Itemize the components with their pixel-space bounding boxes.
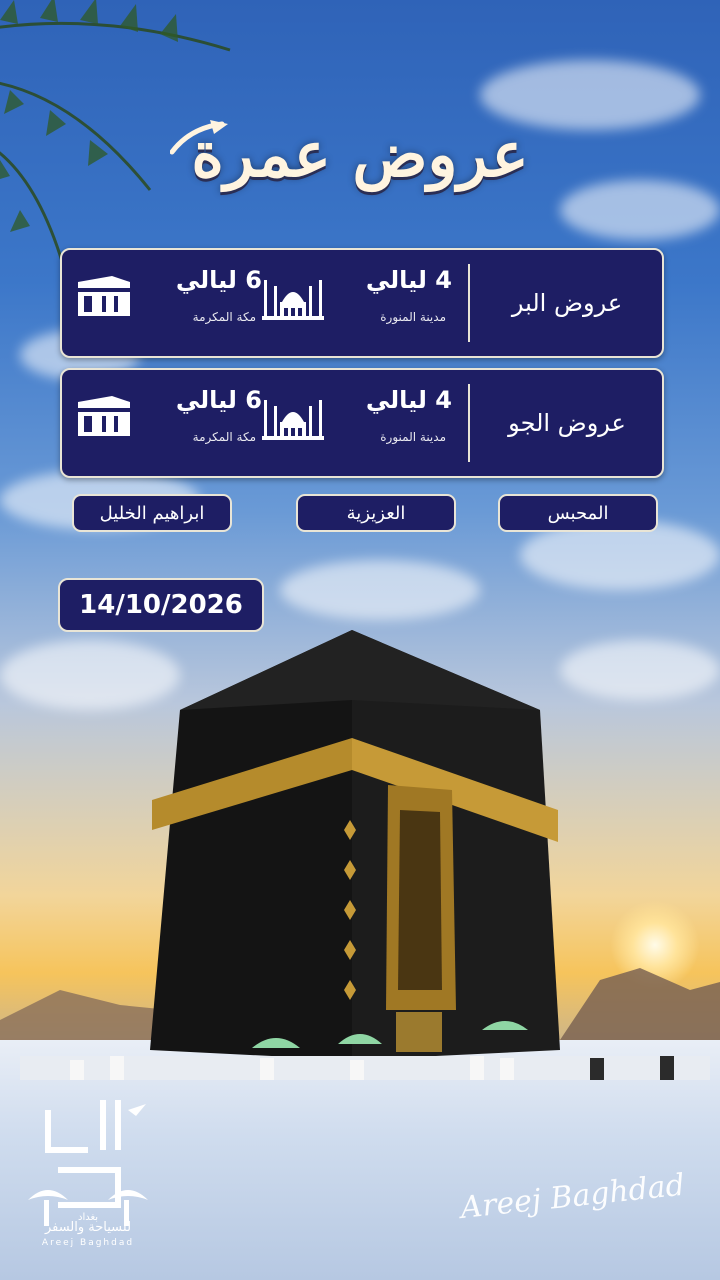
nights-count: 6 ليالي — [175, 386, 262, 414]
city-name: مدينة المنورة — [380, 310, 446, 324]
mecca-stay — [72, 384, 262, 464]
trip-date: 14/10/2026 — [58, 578, 264, 632]
location-pill[interactable]: المحبس — [498, 494, 658, 532]
brand-latin-name: Areej Baghdad — [41, 1238, 135, 1248]
city-name: مكة المكرمة — [192, 310, 256, 324]
kaaba-image — [0, 620, 720, 1080]
kaaba-icon — [72, 272, 134, 322]
nights-count: 6 ليالي — [175, 266, 262, 294]
signature: Areej Baghdad — [458, 1167, 687, 1226]
offer-label: عروض الجو — [508, 409, 626, 437]
mosque-icon — [262, 392, 324, 442]
divider — [468, 264, 470, 342]
logo-word: بغداد — [78, 1212, 99, 1223]
medina-stay — [262, 384, 452, 464]
offer-air[interactable] — [60, 368, 664, 478]
offer-label: عروض البر — [511, 289, 623, 317]
city-name: مكة المكرمة — [192, 430, 256, 444]
nights-count: 4 ليالي — [365, 386, 452, 414]
page-title: عروض عمرة — [191, 118, 529, 191]
nights-count: 4 ليالي — [365, 266, 452, 294]
offer-land[interactable] — [60, 248, 664, 358]
cloud — [280, 560, 480, 620]
divider — [468, 384, 470, 462]
location-pill[interactable]: ابراهيم الخليل — [72, 494, 232, 532]
mecca-stay — [72, 264, 262, 344]
city-name: مدينة المنورة — [380, 430, 446, 444]
mosque-icon — [262, 272, 324, 322]
brand-arabic-name: للسياحة والسفر — [44, 1220, 132, 1235]
location-pill[interactable]: العزيزية — [296, 494, 456, 532]
medina-stay — [262, 264, 452, 344]
kaaba-icon — [72, 392, 134, 442]
